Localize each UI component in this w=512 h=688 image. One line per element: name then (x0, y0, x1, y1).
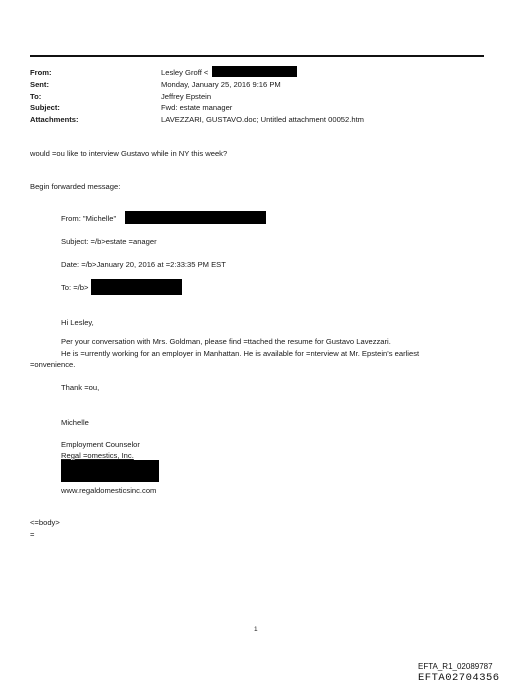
from-label: From: (30, 68, 52, 77)
redaction-from-email (212, 66, 297, 77)
body-line-3: =onvenience. (30, 360, 76, 369)
redaction-fwd-from (125, 211, 266, 224)
signature-company: Regal =omestics, Inc. (61, 451, 134, 460)
bates-number-small: EFTA_R1_02089787 (418, 662, 493, 671)
redaction-fwd-to (91, 279, 182, 295)
attachments-label: Attachments: (30, 115, 79, 124)
closing-thanks: Thank =ou, (61, 383, 100, 392)
fwd-from: From: "Michelle" (61, 214, 117, 223)
body-close-tag: <=body> (30, 518, 60, 527)
bates-number-large: EFTA02704356 (418, 672, 500, 684)
to-label: To: (30, 92, 42, 101)
attachments-value: LAVEZZARI, GUSTAVO.doc; Untitled attachment 00052.htm (161, 115, 365, 124)
greeting: Hi Lesley, (61, 318, 94, 327)
from-value: Lesley Groff < (161, 68, 209, 77)
sent-value: Monday, January 25, 2016 9:16 PM (161, 80, 281, 89)
sent-label: Sent: (30, 80, 49, 89)
body-line-1: Per your conversation with Mrs. Goldman, please find =ttached the resume for Gustavo Lavezzari. (61, 337, 391, 346)
header-rule (30, 55, 484, 57)
signature-name: Michelle (61, 418, 89, 427)
subject-value: Fwd: estate manager (161, 103, 233, 112)
signature-website: www.regaldomesticsinc.com (61, 486, 157, 495)
signature-title: Employment Counselor (61, 440, 140, 449)
trailing-equals: = (30, 530, 35, 539)
subject-label: Subject: (30, 103, 60, 112)
fwd-subject: Subject: =/b>estate =anager (61, 237, 157, 246)
body-line-2: He is =urrently working for an employer in Manhattan. He is available for =nterview at Mr. Epstein's earliest (61, 349, 420, 358)
to-value: Jeffrey Epstein (161, 92, 212, 101)
fwd-to: To: =/b> (61, 283, 89, 292)
forward-header: Begin forwarded message: (30, 182, 121, 191)
intro-line: would =ou like to interview Gustavo while in NY this week? (30, 149, 228, 158)
page-number: 1 (254, 626, 258, 633)
redaction-signature-contact (61, 460, 159, 482)
fwd-date: Date: =/b>January 20, 2016 at =2:33:35 PM EST (61, 260, 226, 269)
